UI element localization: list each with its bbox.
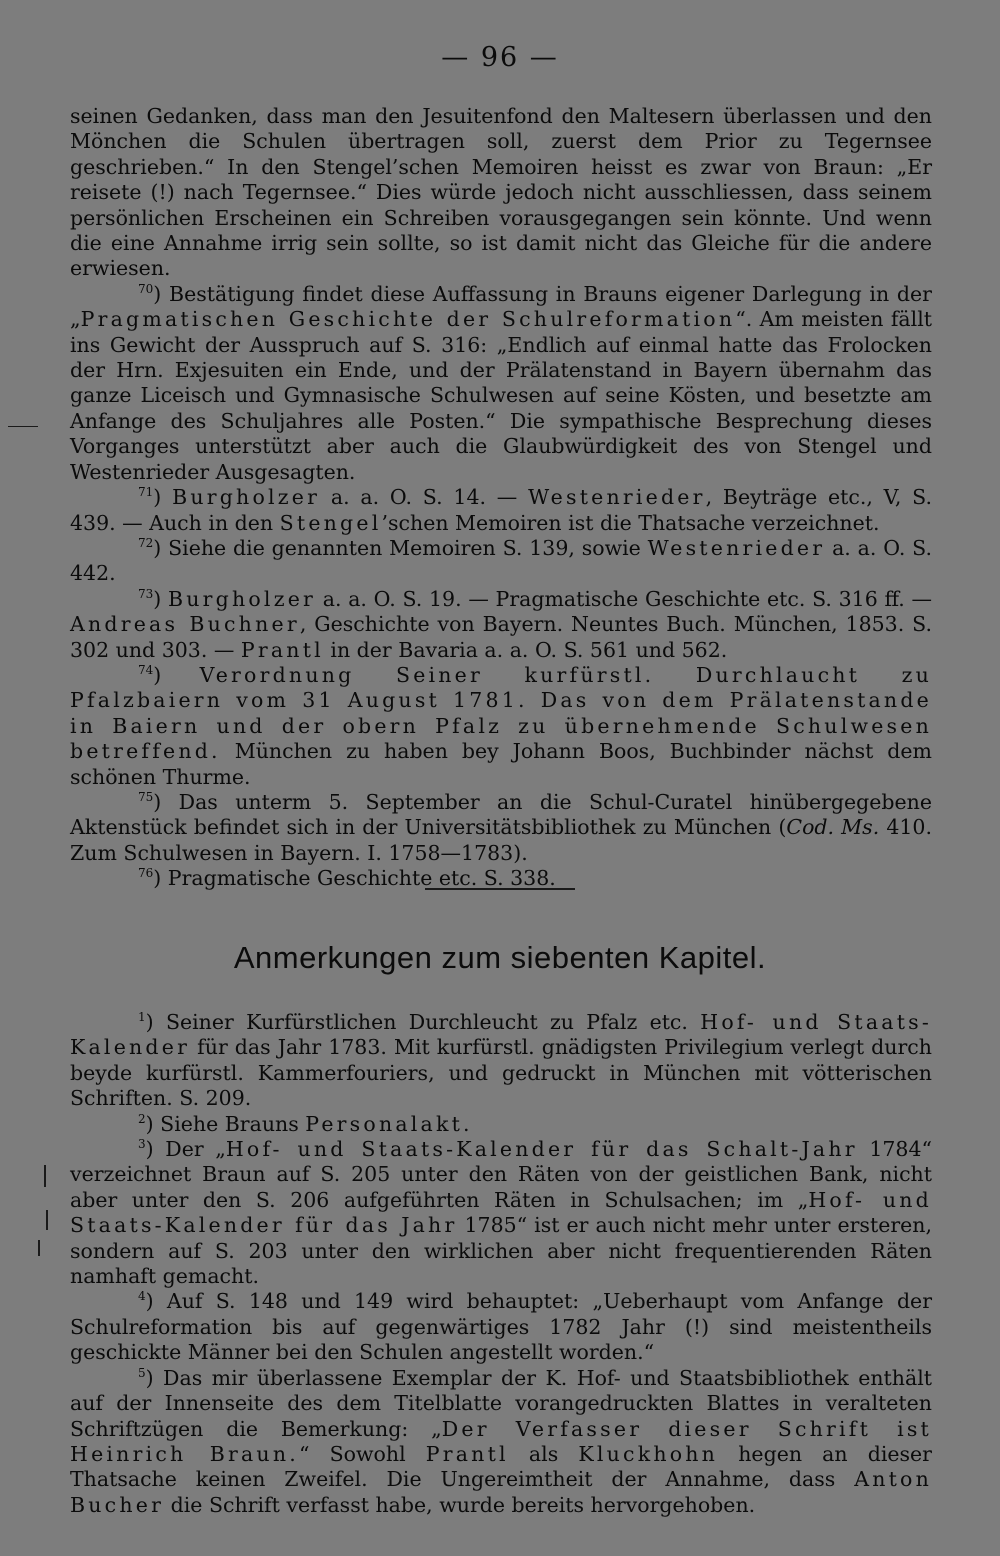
- footnote-75: $^{75}$) Das unterm 5. September an die Schul-Curatel hinübergegebene Aktenstück befindet sich in der Universitätsbibliothek zu München (Cod. Ms. 410. Zum Schulwesen in Bayern. I. 1758—1783).: [70, 789, 932, 865]
- footnote-74: $^{74}$) Verordnung Seiner kurfürstl. Durchlaucht zu Pfalzbaiern vom 31 August 1781. Das von dem Prälatenstande in Baiern und der obern Pfalz zu übernehmende Schulwesen betreffend. München zu haben bey Johann Boos, Buchbinder nächst dem schönen Thurme.: [70, 662, 932, 789]
- footnote-73: $^{73}$) Burgholzer a. a. O. S. 19. — Pragmatische Geschichte etc. S. 316 ff. — Andreas Buchner, Geschichte von Bayern. Neuntes Buch. München, 1853. S. 302 und 303. — Prantl in der Bavaria a. a. O. S. 561 und 562.: [70, 586, 933, 662]
- page-number: — 96 —: [441, 42, 559, 73]
- margin-mark: [38, 1240, 40, 1256]
- note-5: $^5$) Das mir überlassene Exemplar der K. Hof- und Staatsbibliothek enthält auf der Innenseite des dem Titelblatte vorangedruckten Blattes in veralteten Schriftzügen die Bemerkung: „Der Verfasser dieser Schrift ist Heinrich Braun.“ Sowohl Prantl als Kluckhohn hegen an dieser Thatsache keinen Zweifel. Die Ungereimtheit der Annahme, dass Anton Bucher die Schrift verfasst habe, wurde bereits hervorgehoben.: [70, 1365, 932, 1517]
- footnote-70: $^{70}$) Bestätigung findet diese Auffassung in Brauns eigener Darlegung in der „Pragmatischen Geschichte der Schulreformation“. Am meisten fällt ins Gewicht der Ausspruch auf S. 316: „Endlich auf einmal hatte das Frolocken der Hrn. Exjesuiten ein Ende, und der Prälatenstand in Bayern übernahm das ganze Liceisch und Gymnasische Schulwesen auf seine Kösten, und besetzte am Anfange des Schuljahres alle Posten.“ Die sympathische Besprechung dieses Vorganges unterstützt aber auch die Glaubwürdigkeit des von Stengel und Westenrieder Ausgesagten.: [70, 281, 932, 484]
- footnote-continuation: seinen Gedanken, dass man den Jesuitenfond den Maltesern überlassen und den Mönchen die Schulen übertragen soll, zuerst dem Prior zu Tegernsee geschrieben.“ In den Stengel’schen Memoiren heisst es zwar von Braun: „Er reisete (!) nach Tegernsee.“ Dies würde jedoch nicht ausschliessen, dass seinem persönlichen Erscheinen ein Schreiben vorausgegangen sein könnte. Und wenn die eine Annahme irrig sein sollte, so ist damit nicht das Gleiche für die andere erwiesen.: [70, 104, 932, 281]
- section-heading: Anmerkungen zum siebenten Kapitel.: [233, 940, 767, 975]
- footnotes-chapter-seven: [70, 1010, 932, 1518]
- section-divider: [425, 888, 575, 890]
- note-1: $^1$) Seiner Kurfürstlichen Durchleucht zu Pfalz etc. Hof- und Staats-Kalender für das Jahr 1783. Mit kurfürstl. gnädigsten Privilegium verlegt durch beyde kurfürstl. Kammerfouriers, und gedruckt in München mit vötterischen Schriften. S. 209.: [70, 1010, 932, 1111]
- margin-mark: [8, 426, 38, 427]
- note-4: $^4$) Auf S. 148 und 149 wird behauptet: „Ueberhaupt vom Anfange der Schulreformation bis auf gegenwärtiges 1782 Jahr (!) sind meistentheils geschickte Männer bei den Schulen angestellt worden.“: [70, 1289, 932, 1365]
- footnote-72: $^{72}$) Siehe die genannten Memoiren S. 139, sowie Westenrieder a. a. O. S. 442.: [70, 535, 932, 586]
- note-3: $^3$) Der „Hof- und Staats-Kalender für das Schalt-Jahr 1784“ verzeichnet Braun auf S. 205 unter den Räten von der geistlichen Bank, nicht aber unter den S. 206 aufgeführten Räten in Schulsachen; im „Hof- und Staats-Kalender für das Jahr 1785“ ist er auch nicht mehr unter ersteren, sondern auf S. 203 unter den wirklichen aber nicht frequentierenden Räten namhaft gemacht.: [70, 1137, 932, 1289]
- footnotes-chapter-six: [70, 104, 932, 892]
- footnote-71: $^{71}$) Burgholzer a. a. O. S. 14. — Westenrieder, Beyträge etc., V, S. 439. — Auch in den Stengel’schen Memoiren ist die Thatsache verzeichnet.: [70, 485, 933, 535]
- margin-mark: [46, 1210, 48, 1230]
- footnote-76: $^{76}$) Pragmatische Geschichte etc. S. 338.: [138, 866, 556, 891]
- note-2: $^2$) Siehe Brauns Personalakt.: [138, 1111, 470, 1136]
- margin-mark: [44, 1165, 46, 1187]
